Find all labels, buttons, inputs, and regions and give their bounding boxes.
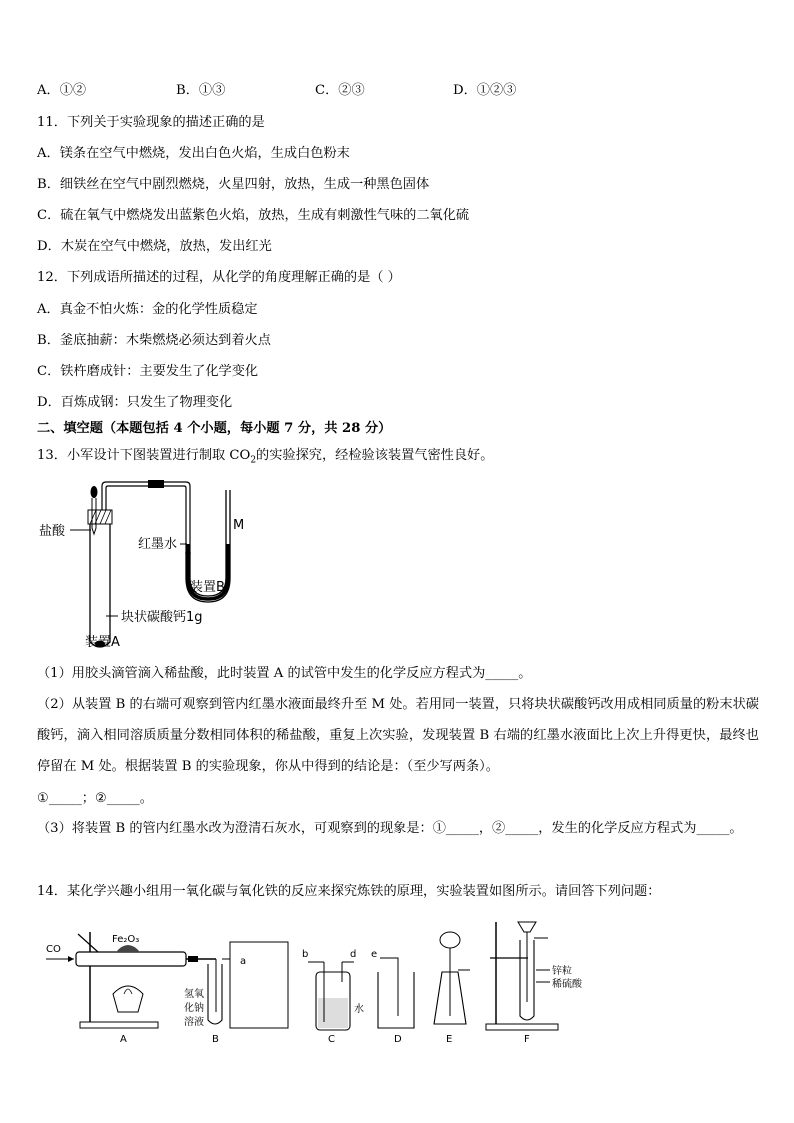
label-co: CO	[46, 944, 61, 955]
fig-label-c: C	[328, 1034, 335, 1045]
label-d: d	[350, 949, 357, 960]
option-a: A．①②	[37, 83, 87, 98]
label-naoh-1: 氢氧	[184, 989, 204, 1000]
q13-stem-sub: 2	[250, 455, 257, 466]
label-hcl: 盐酸	[39, 524, 66, 539]
q11-option-a: A．镁条在空气中燃烧，发出白色火焰，生成白色粉末	[37, 146, 350, 161]
label-zinc: 锌粒	[552, 966, 572, 977]
q12-stem: 12．下列成语所描述的过程，从化学的角度理解正确的是（ ）	[37, 270, 401, 285]
q13-part2: （2）从装置 B 的右端可观察到管内红墨水液面最终升至 M 处。若用同一装置，只将块状碳酸钙改用成相同质量的粉末状碳酸钙，滴入相同溶质质量分数相同体积的稀盐酸，重复上次实验，发现装置 B 右端的红墨水液面比上次上升得更快，最终也停留在 M 处。根据装置 B 的实验现象，你从中得到的结论是：（至少写两条）。	[37, 697, 759, 774]
q12-option-a: A．真金不怕火炼：金的化学性质稳定	[37, 302, 258, 317]
q13-stem-pre: 13．小军设计下图装置进行制取 CO	[37, 448, 251, 463]
label-fe2o3: Fe₂O₃	[112, 934, 140, 945]
option-c: C．②③	[315, 83, 365, 98]
label-caco3: 块状碳酸钙1g	[121, 610, 203, 625]
label-device-b: 装置B	[190, 580, 225, 595]
q13-part1: （1）用胶头滴管滴入稀盐酸，此时装置 A 的试管中发生的化学反应方程式为_____。	[37, 666, 532, 681]
q14-stem: 14．某化学兴趣小组用一氧化碳与氧化铁的反应来探究炼铁的原理，实验装置如图所示。请回答下列问题：	[37, 884, 661, 899]
q13-stem	[37, 447, 493, 470]
option-d: D．①②③	[453, 83, 517, 98]
q11-option-c: C．硫在氧气中燃烧发出蓝紫色火焰，放热，生成有刺激性气味的二氧化硫	[37, 208, 470, 223]
label-a: a	[240, 956, 247, 967]
label-e: e	[371, 949, 378, 960]
q13-apparatus-figure	[30, 474, 270, 654]
q13-stem-post: 的实验探究，经检验该装置气密性良好。	[256, 448, 494, 463]
q14-apparatus-figure	[38, 912, 598, 1048]
q12-option-c: C．铁杵磨成针：主要发生了化学变化	[37, 364, 259, 379]
fig-label-f: F	[524, 1034, 530, 1045]
q12-option-d: D．百炼成钢：只发生了物理变化	[37, 395, 233, 410]
q11-option-d: D．木炭在空气中燃烧，放热，发出红光	[37, 239, 272, 254]
fig-label-a: A	[120, 1034, 127, 1045]
label-m: M	[233, 518, 245, 533]
label-water: 水	[354, 1004, 364, 1015]
section-heading: 二、填空题（本题包括 4 个小题，每小题 7 分，共 28 分）	[37, 421, 392, 436]
label-b: b	[302, 949, 309, 960]
q12-option-b: B．釜底抽薪：木柴燃烧必须达到着火点	[37, 333, 271, 348]
fig-label-b: B	[212, 1034, 219, 1045]
q11-stem: 11．下列关于实验现象的描述正确的是	[37, 115, 265, 130]
q13-part3: （3）将装置 B 的管内红墨水改为澄清石灰水，可观察到的现象是：①_____，②_____，发生的化学反应方程式为_____。	[37, 821, 743, 836]
option-b: B．①③	[176, 83, 226, 98]
fig-label-e: E	[446, 1034, 453, 1045]
label-h2so4: 稀硫酸	[552, 979, 582, 990]
label-naoh-2: 化钠	[184, 1003, 204, 1014]
label-device-a: 装置A	[85, 635, 120, 650]
label-red-ink: 红墨水	[138, 537, 178, 552]
fig-label-d: D	[394, 1034, 402, 1045]
q11-option-b: B．细铁丝在空气中剧烈燃烧，火星四射，放热，生成一种黑色固体	[37, 177, 430, 192]
q13-part2-blanks: ①_____；②_____。	[37, 791, 153, 806]
label-naoh-3: 溶液	[184, 1017, 204, 1028]
